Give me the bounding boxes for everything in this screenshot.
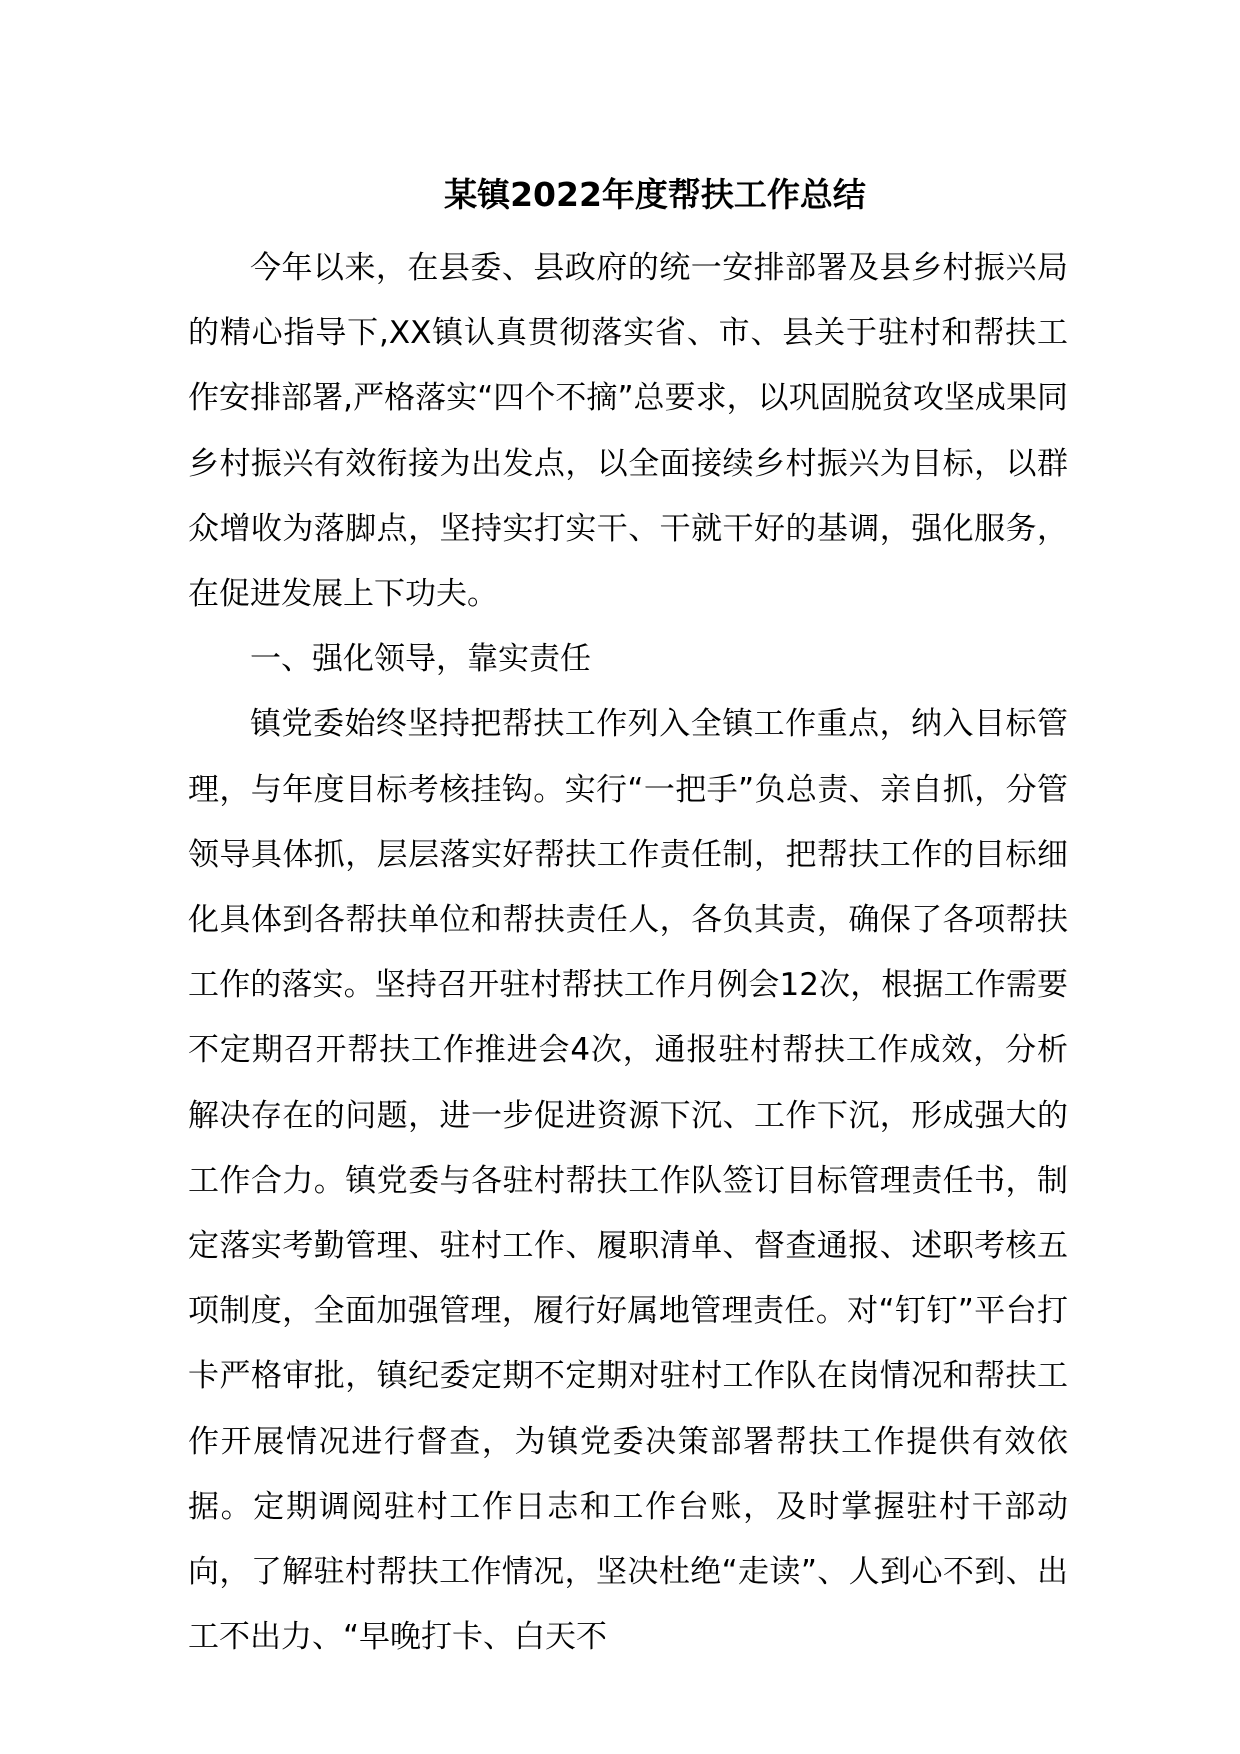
intro-paragraph: 今年以来，在县委、县政府的统一安排部署及县乡村振兴局的精心指导下,XX镇认真贯彻落实省、市、县关于驻村和帮扶工作安排部署,严格落实“四个不摘”总要求，以巩固脱贫攻坚成果同乡村振兴有效衔接为出发点，以全面接续乡村振兴为目标，以群众增收为落脚点，坚持实打实干、干就干好的基调，强化服务，在促进发展上下功夫。 (188, 250, 1068, 613)
document-title: 某镇2022年度帮扶工作总结 (444, 175, 866, 214)
section-paragraph: 镇党委始终坚持把帮扶工作列入全镇工作重点，纳入目标管理，与年度目标考核挂钩。实行“一把手”负总责、亲自抓，分管领导具体抓，层层落实好帮扶工作责任制，把帮扶工作的目标细化具体到各帮扶单位和帮扶责任人，各负其责，确保了各项帮扶工作的落实。坚持召开驻村帮扶工作月例会12次，根据工作需要不定期召开帮扶工作推进会4次，通报驻村帮扶工作成效，分析解决存在的问题，进一步促进资源下沉、工作下沉，形成强大的工作合力。镇党委与各驻村帮扶工作队签订目标管理责任书，制定落实考勤管理、驻村工作、履职清单、督查通报、述职考核五项制度，全面加强管理，履行好属地管理责任。对“钉钉”平台打卡严格审批，镇纪委定期不定期对驻村工作队在岗情况和帮扶工作开展情况进行督查，为镇党委决策部署帮扶工作提供有效依据。定期调阅驻村工作日志和工作台账，及时掌握驻村干部动向，了解驻村帮扶工作情况，坚决杜绝“走读”、人到心不到、出工不出力、“早晚打卡、白天不 (188, 706, 1068, 1656)
section-heading: 一、强化领导，靠实责任 (250, 641, 591, 678)
document-body (188, 236, 1068, 1670)
